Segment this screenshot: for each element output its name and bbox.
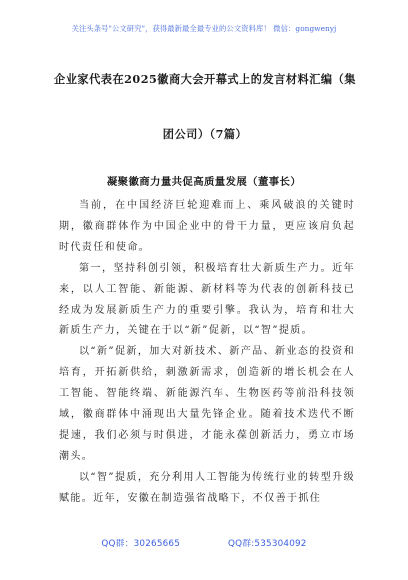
body-paragraph: 以“智”提质，充分利用人工智能为传统行业的转型升级赋能。近年，安徽在制造强省战略下，不仅善于抓住 [59, 471, 355, 504]
footer-qq-group-2: QQ群:535304092 [228, 539, 307, 549]
speech-title: 凝聚徽商力量共促高质量发展（董事长） [106, 176, 302, 188]
footer-qq-groups [0, 536, 408, 549]
body-paragraph: 以“新”促新，加大对新技术、新产品、新业态的投资和培育，开拓新供给，刺激新需求，创造新的增长机会在人工智能、智能终端、新能源汽车、生物医药等前沿科技领域，徽商群体中涌现出大量先锋企业。随着技术迭代不断提速，我们必须与时俱进，才能永葆创新活力，勇立市场潮头。 [59, 346, 355, 462]
header-promo-text: 关注头条号"公文研究"，获得最新最全最专业的公文资料库！ 微信：gongwenyj [71, 24, 337, 33]
document-body [59, 196, 355, 510]
document-title-line-1: 企业家代表在2025徽商大会开幕式上的发言材料汇编（集 [54, 72, 356, 86]
footer-qq-group-1: QQ群：30265665 [101, 539, 181, 549]
document-title-line-2: 团公司）（7篇） [162, 127, 248, 141]
body-paragraph: 当前，在中国经济巨轮迎难而上、乘风破浪的关键时期，徽商群体作为中国企业中的骨干力量，更应该肩负起时代责任和使命。 [59, 200, 355, 253]
body-paragraph: 第一，坚持科创引领，积极培育壮大新质生产力。近年来，以人工智能、新能源、新材料等为代表的创新科技已经成为发展新质生产力的重要引擎。我认为，培育和壮大新质生产力，关键在于以“新”促新，以“智”提质。 [59, 262, 355, 337]
